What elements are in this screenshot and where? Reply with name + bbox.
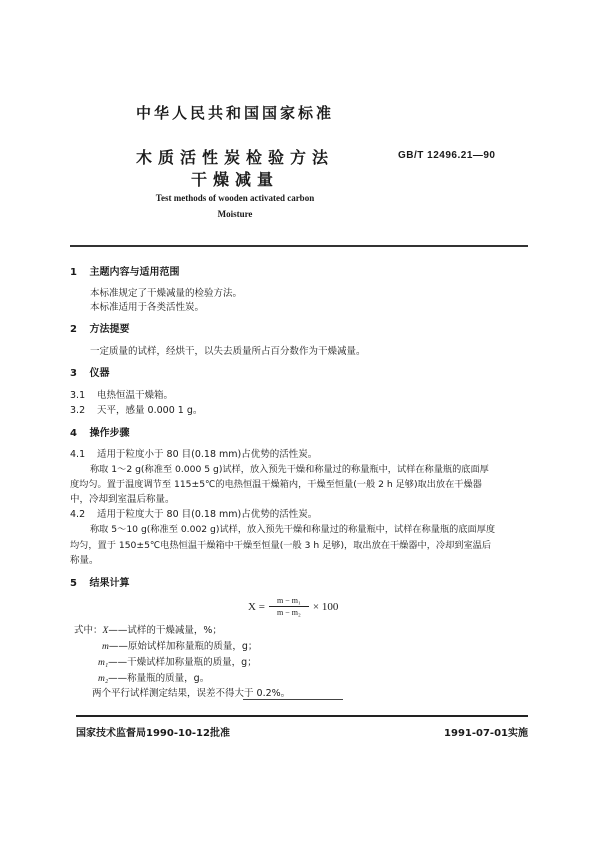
implementation-date: 1991-07-01实施 xyxy=(444,728,528,739)
variable-description: ——原始试样加称量瓶的质量，g； xyxy=(108,641,258,652)
paragraph: 称取 5～10 g(称准至 0.002 g)试样，放入预先干燥和称量过的称量瓶中，试样在称量瓶的底面厚度 xyxy=(90,524,496,535)
section-title: 主题内容与适用范围 xyxy=(89,267,180,278)
section-number: 5 xyxy=(70,578,77,589)
clause-number: 3.1 xyxy=(70,390,86,401)
section-5-heading xyxy=(70,574,129,589)
variable-row xyxy=(98,670,209,684)
section-title: 结果计算 xyxy=(89,578,130,589)
section-title: 操作步骤 xyxy=(89,428,130,439)
document-title: 木质活性炭检验方法 xyxy=(135,148,334,167)
paragraph: 中，冷却到室温后称量。 xyxy=(70,494,175,505)
variable-symbol: m₂ xyxy=(98,674,109,684)
paragraph: 一定质量的试样，经烘干，以失去质量所占百分数作为干燥减量。 xyxy=(90,346,366,357)
paragraph: 均匀，置于 150±5℃电热恒温干燥箱中干燥至恒量(一般 3 h 足够)，取出放在干燥器中，冷却到室温后 xyxy=(70,540,492,551)
clause-4-2 xyxy=(70,506,317,520)
footer-divider xyxy=(76,715,528,717)
header-divider xyxy=(70,245,528,247)
section-3-heading xyxy=(70,364,109,379)
variable-symbol: m xyxy=(102,642,109,652)
approval-date: 国家技术监督局1990-10-12批准 xyxy=(76,728,230,739)
variable-symbol: m₁ xyxy=(98,658,109,668)
section-number: 1 xyxy=(70,267,77,278)
clause-number: 3.2 xyxy=(70,405,86,416)
clause-text: 适用于粒度大于 80 目(0.18 mm)占优势的活性炭。 xyxy=(97,509,318,520)
formula-rhs: × 100 xyxy=(312,600,339,613)
clause-number: 4.2 xyxy=(70,509,86,520)
section-2-heading xyxy=(70,320,129,335)
document-subtitle: 干燥减量 xyxy=(190,170,279,189)
variable-description: ——干燥试样加称量瓶的质量，g； xyxy=(108,657,257,668)
paragraph: 称量。 xyxy=(70,555,99,566)
section-title: 方法提要 xyxy=(89,324,130,335)
clause-3-1 xyxy=(70,387,173,401)
paragraph: 度均匀。置于温度调节至 115±5℃的电热恒温干燥箱内，干燥至恒量(一般 2 h 足够)取出放在干燥器 xyxy=(70,479,482,490)
end-mark-line xyxy=(243,699,343,700)
section-1-heading xyxy=(70,263,179,278)
english-subtitle: Moisture xyxy=(217,209,253,219)
variable-description: ——试样的干燥减量，%； xyxy=(108,625,222,636)
section-number: 4 xyxy=(70,428,77,439)
formula-fraction xyxy=(269,596,309,617)
clause-text: 电热恒温干燥箱。 xyxy=(97,390,174,401)
clause-4-1 xyxy=(70,446,317,460)
variable-description: ——称量瓶的质量，g。 xyxy=(108,673,210,684)
fraction-bar xyxy=(269,606,309,607)
section-4-heading xyxy=(70,424,129,439)
variable-symbol: X xyxy=(102,626,109,636)
clause-text: 适用于粒度小于 80 目(0.18 mm)占优势的活性炭。 xyxy=(97,449,318,460)
standard-name: 中华人民共和国国家标准 xyxy=(135,104,334,122)
formula-lhs: X = xyxy=(248,600,265,613)
clause-3-2 xyxy=(70,402,202,416)
formula xyxy=(248,596,338,617)
formula-numerator: m − m₁ xyxy=(277,596,301,605)
clause-text: 天平，感量 0.000 1 g。 xyxy=(97,405,203,416)
where-block xyxy=(74,622,222,636)
standard-code: GB/T 12496.21—90 xyxy=(398,150,496,161)
formula-denominator: m − m₂ xyxy=(277,608,301,617)
section-number: 3 xyxy=(70,368,77,379)
section-number: 2 xyxy=(70,324,77,335)
section-title: 仪器 xyxy=(89,368,110,379)
english-title: Test methods of wooden activated carbon xyxy=(155,193,315,203)
paragraph: 两个平行试样测定结果，误差不得大于 0.2%。 xyxy=(92,688,291,699)
paragraph: 称取 1～2 g(称准至 0.000 5 g)试样，放入预先干燥和称量过的称量瓶中，试样在称量瓶的底面厚 xyxy=(90,464,489,475)
paragraph: 本标准规定了干燥减量的检验方法。 xyxy=(90,288,243,299)
variable-row xyxy=(102,638,257,652)
clause-number: 4.1 xyxy=(70,449,86,460)
where-label: 式中： xyxy=(74,625,103,636)
variable-row xyxy=(98,654,257,668)
paragraph: 本标准适用于各类活性炭。 xyxy=(90,302,205,313)
